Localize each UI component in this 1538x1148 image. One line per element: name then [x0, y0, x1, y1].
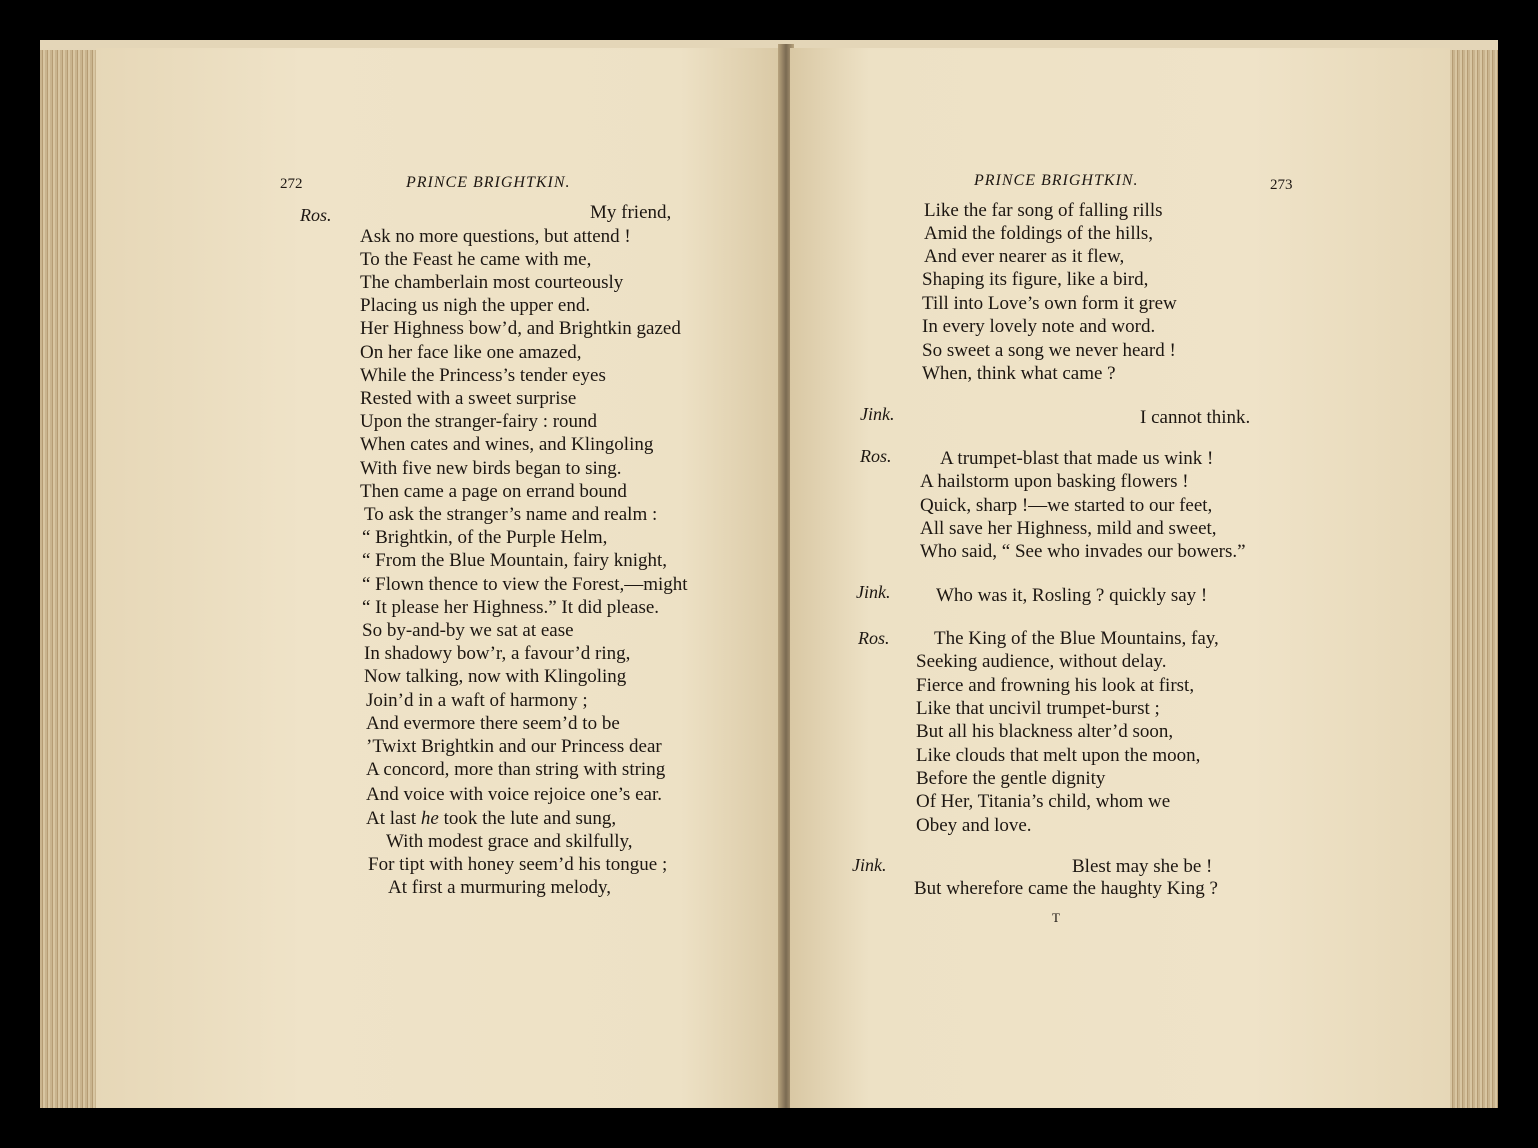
speaker-ros: Ros.: [300, 205, 332, 225]
verse-line: Seeking audience, without delay.: [916, 651, 1167, 672]
verse-line: Who said, “ See who invades our bowers.”: [920, 541, 1246, 562]
verse-line: Upon the stranger-fairy : round: [360, 411, 598, 432]
verse-line: Now talking, now with Klingoling: [364, 666, 627, 687]
right-page-edges: [1445, 50, 1498, 1108]
verse-line: “ From the Blue Mountain, fairy knight,: [362, 550, 668, 571]
page-number-left: 272: [280, 176, 303, 192]
printer-signature-mark: T: [1052, 910, 1060, 925]
verse-line: Like that uncivil trumpet-burst ;: [916, 698, 1160, 719]
verse-line: On her face like one amazed,: [360, 342, 582, 363]
verse-line: A trumpet-blast that made us wink !: [940, 448, 1214, 469]
verse-line: Like the far song of falling rills: [924, 200, 1163, 221]
speaker-ros: Ros.: [860, 446, 892, 466]
verse-line: ’Twixt Brightkin and our Princess dear: [366, 736, 662, 757]
verse-line: Obey and love.: [916, 815, 1032, 836]
verse-line: While the Princess’s tender eyes: [360, 365, 606, 386]
running-head-right: PRINCE BRIGHTKIN.: [974, 172, 1139, 189]
verse-line: Amid the foldings of the hills,: [924, 223, 1154, 244]
verse-line: Rested with a sweet surprise: [360, 388, 577, 409]
verse-line: At last he took the lute and sung,: [366, 808, 617, 829]
verse-line: Her Highness bow’d, and Brightkin gazed: [360, 318, 681, 339]
verse-line: Before the gentle dignity: [916, 768, 1106, 789]
verse-line: In shadowy bow’r, a favour’d ring,: [364, 643, 631, 664]
verse-line: When cates and wines, and Klingoling: [360, 434, 654, 455]
speaker-jink: Jink.: [856, 582, 891, 602]
verse-line: But all his blackness alter’d soon,: [916, 721, 1174, 742]
verse-line: Fierce and frowning his look at first,: [916, 675, 1195, 696]
speaker-ros: Ros.: [858, 628, 890, 648]
verse-line: Then came a page on errand bound: [360, 481, 627, 502]
verse-line: For tipt with honey seem’d his tongue ;: [368, 854, 668, 875]
verse-line: “ Flown thence to view the Forest,—might: [362, 574, 688, 595]
verse-line: Shaping its figure, like a bird,: [922, 269, 1149, 290]
verse-line: Join’d in a waft of harmony ;: [366, 690, 588, 711]
verse-line: When, think what came ?: [922, 363, 1116, 384]
verse-line: Ask no more questions, but attend !: [360, 226, 631, 247]
verse-line: Who was it, Rosling ? quickly say !: [936, 585, 1208, 606]
verse-line: In every lovely note and word.: [922, 316, 1156, 337]
verse-line: Like clouds that melt upon the moon,: [916, 745, 1201, 766]
verse-line: The chamberlain most courteously: [360, 272, 624, 293]
page-number-right: 273: [1270, 177, 1293, 193]
verse-line: To ask the stranger’s name and realm :: [364, 504, 658, 525]
left-page: [96, 48, 784, 1108]
verse-line: And voice with voice rejoice one’s ear.: [366, 784, 662, 805]
running-head-left: PRINCE BRIGHTKIN.: [406, 174, 571, 191]
verse-line: I cannot think.: [1140, 407, 1251, 428]
verse-line: “ It please her Highness.” It did please.: [362, 597, 660, 618]
verse-line: Of Her, Titania’s child, whom we: [916, 791, 1171, 812]
verse-line: And ever nearer as it flew,: [924, 246, 1125, 267]
verse-line: With modest grace and skilfully,: [386, 831, 633, 852]
verse-line: To the Feast he came with me,: [360, 249, 592, 270]
verse-line: But wherefore came the haughty King ?: [914, 878, 1218, 899]
verse-line: “ Brightkin, of the Purple Helm,: [362, 527, 608, 548]
verse-line: Placing us nigh the upper end.: [360, 295, 591, 316]
verse-line: And evermore there seem’d to be: [366, 713, 620, 734]
verse-line: The King of the Blue Mountains, fay,: [934, 628, 1219, 649]
verse-line: With five new birds began to sing.: [360, 458, 622, 479]
verse-line: My friend,: [590, 202, 672, 223]
verse-line: At first a murmuring melody,: [388, 877, 612, 898]
verse-line: All save her Highness, mild and sweet,: [920, 518, 1217, 539]
verse-line: Blest may she be !: [1072, 856, 1213, 877]
verse-line: So by-and-by we sat at ease: [362, 620, 574, 641]
verse-line: Till into Love’s own form it grew: [922, 293, 1177, 314]
verse-line: A hailstorm upon basking flowers !: [920, 471, 1189, 492]
verse-line: Quick, sharp !—we started to our feet,: [920, 495, 1213, 516]
speaker-jink: Jink.: [860, 404, 895, 424]
verse-line: So sweet a song we never heard !: [922, 340, 1176, 361]
right-page: [790, 48, 1450, 1108]
left-page-edges: [40, 50, 100, 1108]
speaker-jink: Jink.: [852, 855, 887, 875]
verse-line: A concord, more than string with string: [366, 759, 666, 780]
